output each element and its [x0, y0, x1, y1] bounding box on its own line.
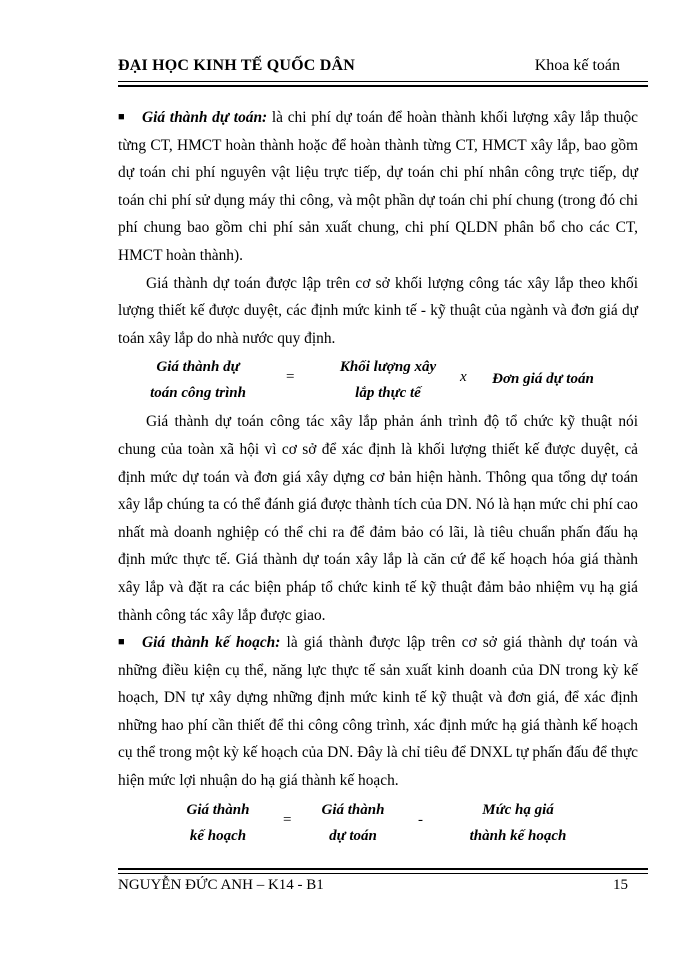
- times-sign: x: [460, 369, 467, 386]
- formula-ke-hoach: [118, 795, 638, 851]
- formula-right-term: Đơn giá dự toán: [492, 371, 594, 388]
- paragraph: Giá thành dự toán công tác xây lắp phản ánh trình độ tổ chức kỹ thuật nói chung của toàn xã hội vì cơ sở để xác định là khối lượng thiết kế được duyệt, cả định mức dự toán và đơn giá xây dựng cơ bản hiện hành. Thông qua tổng dự toán xây lắp chúng ta có thể đánh giá được thành tích của DN. Nó là hạn mức chi phí cao nhất mà doanh nghiệp có thể chi ra để đảm bảo có lãi, là tiêu chuẩn phấn đấu hạ định mức thực tế. Giá thành dự toán xây lắp là căn cứ để kế hoạch hóa giá thành xây lắp và đặt ra các biện pháp tổ chức kinh tế kỹ thuật đảm bảo nhiệm vụ hạ giá thành công tác xây lắp được giao.: [118, 413, 638, 624]
- header-rule-thick: [118, 85, 648, 87]
- department-name: Khoa kế toán: [534, 57, 620, 74]
- square-bullet-icon: ■: [118, 636, 125, 649]
- minus-sign: -: [418, 811, 423, 828]
- formula-right-term: Mức hạ giá thành kế hoạch: [469, 801, 567, 844]
- formula-left-term: Giá thành kế hoạch: [186, 801, 250, 844]
- footer-author: NGUYỄN ĐỨC ANH – K14 - B1: [118, 877, 324, 893]
- section-ke-hoach: [118, 629, 638, 795]
- square-bullet-icon: ■: [118, 111, 125, 123]
- formula-du-toan: [118, 352, 638, 408]
- formula-middle-term: Giá thành dự toán: [321, 801, 385, 844]
- formula-middle-term: Khối lượng xây lắp thực tế: [339, 359, 437, 402]
- page-number: 15: [613, 877, 628, 893]
- paragraph: Giá thành dự toán được lập trên cơ sở khối lượng công tác xây lắp theo khối lượng thiết kế được duyệt, các định mức kinh tế - kỹ thuật của ngành và đơn giá dự toán xây lắp do nhà nước quy định.: [118, 274, 638, 347]
- formula-left-term: Giá thành dự toán công trình: [150, 359, 246, 402]
- footer-rule: [118, 873, 648, 874]
- university-name: ĐẠI HỌC KINH TẾ QUỐC DÂN: [118, 57, 355, 74]
- equals-sign: =: [283, 811, 292, 828]
- section-du-toan: [118, 104, 638, 270]
- page-body: [118, 104, 638, 851]
- page-header: [118, 55, 620, 81]
- header-rule: [118, 81, 648, 82]
- term-gia-thanh-du-toan: Giá thành dự toán:: [142, 109, 268, 126]
- equals-sign: =: [286, 369, 295, 386]
- definition-text: là chi phí dự toán để hoàn thành khối lượng xây lắp thuộc từng CT, HMCT hoàn thành hoặc để hoàn thành từng CT, HMCT xây lắp, bao gồm dự toán chi phí nguyên vật liệu trực tiếp, dự toán chi phí nhân công trực tiếp, dự toán chi phí sử dụng máy thi công, và một phần dự toán chi phí chung (trong đó chi phí chung bao gồm chi phí sản xuất chung, chi phí QLDN phân bổ cho các CT, HMCT hoàn thành).: [118, 109, 639, 264]
- definition-text: là giá thành được lập trên cơ sở giá thành dự toán và những điều kiện cụ thể, năng lực thực tế sản xuất kinh doanh của DN trong kỳ kế hoạch, DN tự xây dựng những định mức kinh tế kỹ thuật và đơn giá, để xác định những hao phí cần thiết để thi công công trình, xác định mức hạ giá thành kế hoạch cụ thể trong một kỳ kế hoạch của DN. Đây là chỉ tiêu để DNXL tự phấn đấu để thực hiện mức lợi nhuận do hạ giá thành kế hoạch.: [118, 634, 638, 790]
- term-gia-thanh-ke-hoach: Giá thành kế hoạch:: [142, 634, 281, 652]
- footer-rule-thick: [118, 868, 648, 870]
